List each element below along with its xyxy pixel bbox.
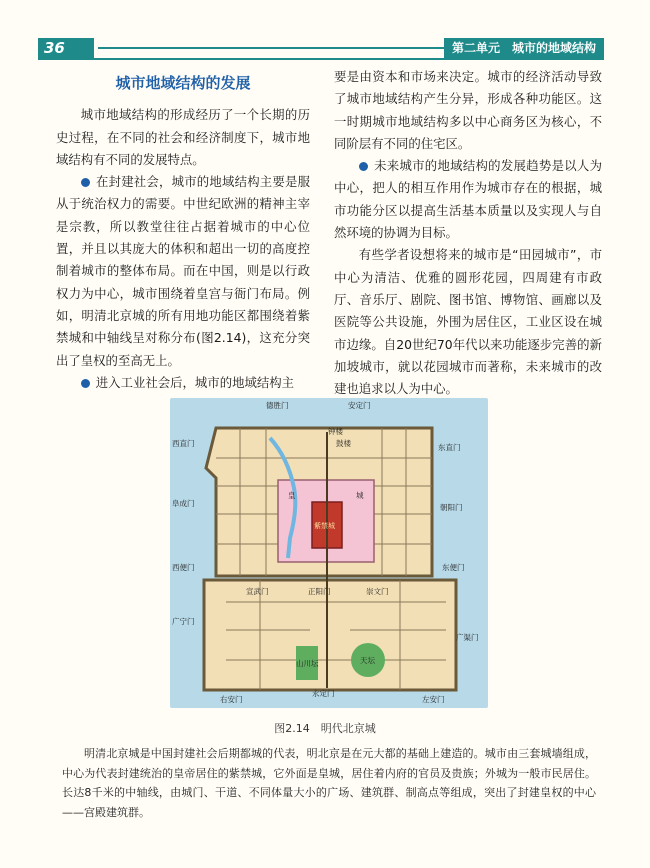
- label-xiannongtan: 山川坛: [296, 659, 319, 668]
- gate-zuoanmen: 左安门: [422, 695, 445, 704]
- gate-dongzhimen: 东直门: [438, 443, 461, 452]
- gate-deshengmen: 德胜门: [266, 401, 289, 410]
- gate-youanmen: 右安门: [220, 695, 243, 704]
- beijing-map: [170, 398, 488, 708]
- paragraph-feudal-text: 在封建社会，城市的地域结构主要是服从于统治权力的需要。中世纪欧洲的精神主宰是宗教，所以教堂往往占据着城市的中心位置，并且以其庞大的体积和超出一切的高度控制着城市的整体布局。而在中国，则是以行政权力为中心，城市围绕着皇宫与衙门布局。例如，明清北京城的所有用地功能区都围绕着紫禁城和中轴线呈对称分布(图2.14)，这充分突出了皇权的至高无上。: [56, 174, 310, 368]
- gate-xuanwumen: 宣武门: [246, 587, 269, 596]
- bullet-icon: [359, 162, 368, 171]
- right-column: [334, 66, 602, 400]
- gate-guanganmen: 广宁门: [172, 617, 195, 626]
- paragraph-industrial: [56, 372, 310, 394]
- left-column: [56, 66, 310, 394]
- header-divider: [98, 47, 468, 49]
- outer-city-wall: [204, 580, 456, 690]
- paragraph-future: [334, 155, 602, 244]
- unit-title: 第二单元 城市的地域结构: [444, 38, 604, 58]
- figure-caption: 图2.14 明代北京城: [274, 722, 376, 735]
- gate-yongdingmen: 永定门: [312, 689, 335, 698]
- page-header: [38, 38, 604, 60]
- label-gulou: 鼓楼: [336, 439, 351, 448]
- gate-chongwenmen: 崇文门: [366, 587, 389, 596]
- gate-xizhimen: 西直门: [172, 439, 195, 448]
- gate-chaoyangmen: 朝阳门: [440, 503, 463, 512]
- label-tiantan: 天坛: [360, 656, 375, 665]
- section-title: 城市地域结构的发展: [115, 74, 251, 92]
- page-number: 36: [38, 38, 94, 58]
- label-zijincheng: 紫禁城: [314, 522, 335, 530]
- paragraph-feudal: [56, 171, 310, 372]
- label-zhonglou: 钟楼: [328, 427, 343, 436]
- gate-andingmen: 安定门: [348, 401, 371, 410]
- gate-xibianmen: 西便门: [172, 563, 195, 572]
- label-cheng: 城: [356, 491, 364, 500]
- bullet-icon: [81, 379, 90, 388]
- figure-description: 明清北京城是中国封建社会后期都城的代表，明北京是在元大都的基础上建造的。城市由三套城墙组成，中心为代表封建统治的皇帝居住的紫禁城，它外面是皇城，居住着内府的官员及贵族；外城为一般市民居住。长达8千米的中轴线，由城门、干道、不同体量大小的广场、建筑群、制高点等组成，突出了封建皇权的中心——宫殿建筑群。: [62, 747, 596, 819]
- map-svg: [170, 398, 488, 708]
- gate-dongbianmen: 东便门: [442, 563, 465, 572]
- gate-fuchengmen: 阜成门: [172, 499, 195, 508]
- paragraph-industrial-cont: 要是由资本和市场来决定。城市的经济活动导致了城市地域结构产生分异，形成各种功能区。这一时期城市地域结构多以中心商务区为核心，不同阶层有不同的住宅区。: [334, 69, 602, 151]
- paragraph-industrial-text: 进入工业社会后，城市的地域结构主: [95, 374, 295, 390]
- paragraph-garden-city: 有些学者设想将来的城市是“田园城市”，市中心为清洁、优雅的圆形花园，四周建有市政厅、音乐厅、剧院、图书馆、博物馆、画廊以及医院等公共设施，外围为居住区，工业区设在城市边缘。自20世纪70年代以来功能逐步完善的新加坡城市，就以花园城市而著称，未来城市的改建也追求以人为中心。: [334, 247, 602, 397]
- gate-zhengyangmen: 正阳门: [308, 587, 331, 596]
- label-huang: 皇: [288, 491, 296, 500]
- gate-guangqumen: 广渠门: [456, 633, 479, 642]
- paragraph-future-text: 未来城市的地域结构的发展趋势是以人为中心，把人的相互作用作为城市存在的根据，城市功能分区以提高生活基本质量以及实现人与自然环境的协调为目标。: [334, 158, 602, 241]
- paragraph-intro: 城市地域结构的形成经历了一个长期的历史过程，在不同的社会和经济制度下，城市地域结构有不同的发展特点。: [56, 107, 310, 167]
- bullet-icon: [81, 178, 90, 187]
